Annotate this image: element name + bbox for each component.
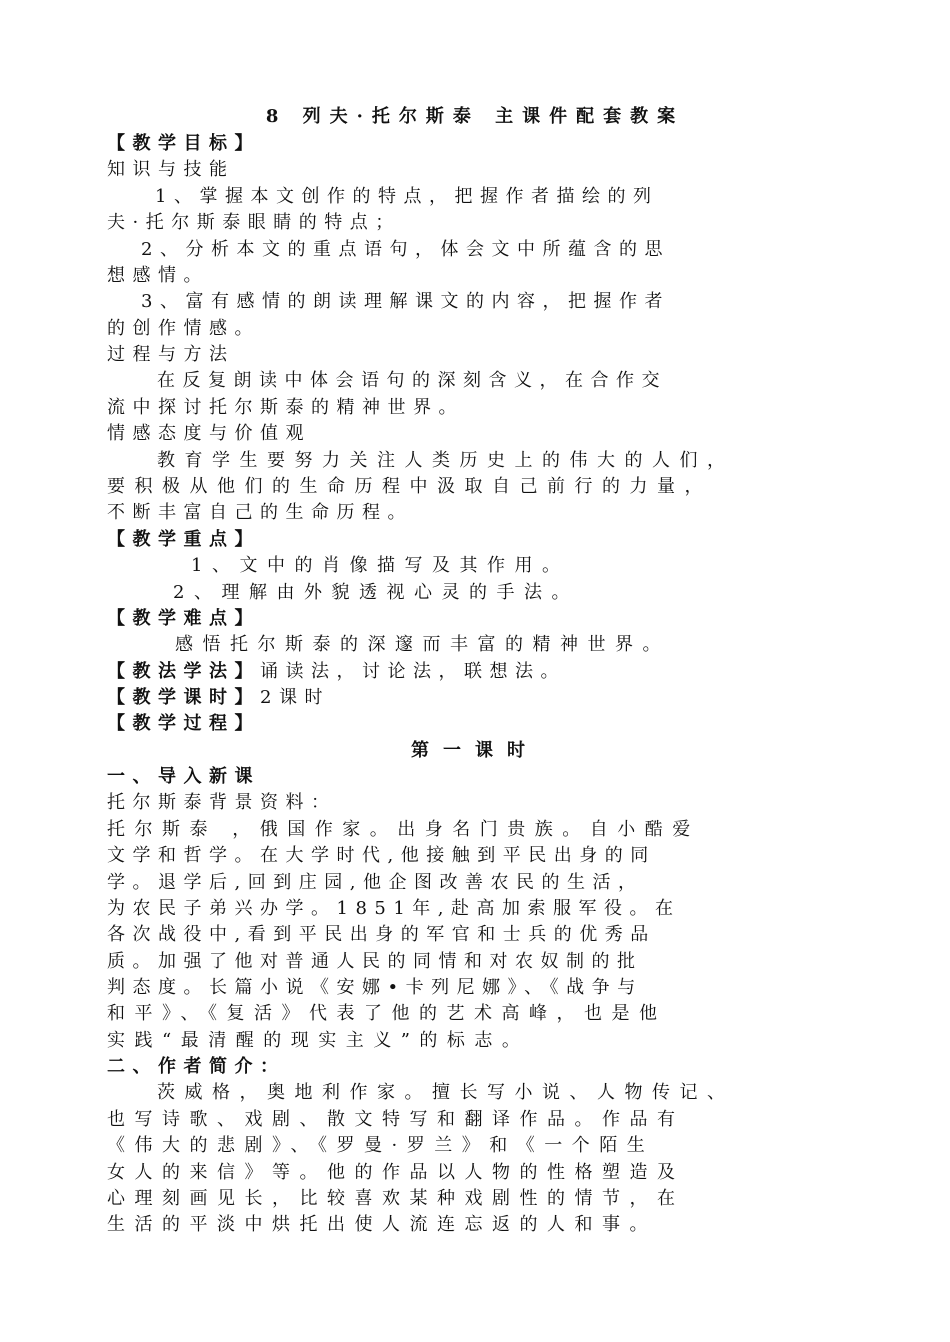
section-1-subheading: 托尔斯泰背景资料：: [107, 792, 337, 813]
emotion-heading: 情感态度与价值观: [107, 423, 311, 444]
document-title: 8 列夫·托尔斯泰 主课件配套教案: [265, 106, 685, 127]
key-point-2: 2、理解由外貌透视心灵的手法。: [173, 582, 579, 603]
section-1-line-9: 实践“最清醒的现实主义”的标志。: [107, 1030, 530, 1051]
methods-heading: 【教法学法】: [107, 661, 260, 682]
difficulty-heading: 【教学难点】: [107, 608, 260, 629]
section-1-line-7: 判态度。长篇小说《安娜•卡列尼娜》、《战争与: [107, 977, 643, 998]
section-2-line-6: 生活的平淡中烘托出使人流连忘返的人和事。: [107, 1214, 657, 1235]
knowledge-item-3b: 的创作情感。: [107, 318, 260, 339]
knowledge-item-2b: 想感情。: [107, 265, 209, 286]
section-1-line-6: 质。加强了他对普通人民的同情和对农奴制的批: [107, 951, 643, 972]
process-heading: 过程与方法: [107, 344, 235, 365]
knowledge-item-3a: 3、富有感情的朗读理解课文的内容，把握作者: [141, 291, 670, 312]
hours-text: 2课时: [260, 687, 330, 708]
methods-text: 诵读法，讨论法，联想法。: [260, 661, 566, 682]
difficulty-text: 感悟托尔斯泰的深邃而丰富的精神世界。: [175, 634, 670, 655]
knowledge-item-2a: 2、分析本文的重点语句，体会文中所蕴含的思: [141, 239, 670, 260]
section-1-line-4: 为农民子弟兴办学。1851年,赴高加索服军役。在: [107, 898, 681, 919]
section-2-heading: 二、作者简介：: [107, 1056, 286, 1077]
hours-heading: 【教学课时】: [107, 687, 260, 708]
procedure-heading: 【教学过程】: [107, 713, 260, 734]
section-1-line-3: 学。退学后,回到庄园,他企图改善农民的生活，: [107, 872, 644, 893]
knowledge-heading: 知识与技能: [107, 159, 235, 180]
section-2-line-3: 《伟大的悲剧》、《罗曼·罗兰》和《一个陌生: [107, 1135, 655, 1156]
emotion-text-b: 要积极从他们的生命历程中汲取自己前行的力量，: [107, 476, 712, 497]
key-points-heading: 【教学重点】: [107, 529, 260, 550]
emotion-text-a: 教育学生要努力关注人类历史上的伟大的人们，: [157, 450, 735, 471]
emotion-text-c: 不断丰富自己的生命历程。: [107, 502, 413, 523]
section-1-line-5: 各次战役中,看到平民出身的军官和士兵的优秀品: [107, 924, 656, 945]
section-1-line-8: 和平》、《复活》代表了他的艺术高峰，也是他: [107, 1003, 667, 1024]
lesson-title: 第一课时: [411, 740, 539, 761]
section-2-line-1: 茨威格，奥地利作家。擅长写小说、人物传记、: [157, 1082, 735, 1103]
section-1-line-2: 文学和哲学。在大学时代,他接触到平民出身的同: [107, 845, 656, 866]
objectives-heading: 【教学目标】: [107, 133, 260, 154]
section-2-line-5: 心理刻画见长，比较喜欢某种戏剧性的情节，在: [107, 1188, 685, 1209]
process-text-a: 在反复朗读中体会语句的深刻含义，在合作交: [157, 370, 667, 391]
section-2-line-4: 女人的来信》等。他的作品以人物的性格塑造及: [107, 1162, 685, 1183]
key-point-1: 1、文中的肖像描写及其作用。: [191, 555, 570, 576]
process-text-b: 流中探讨托尔斯泰的精神世界。: [107, 397, 464, 418]
methods-row: [107, 659, 837, 685]
section-2-line-2: 也写诗歌、戏剧、散文特写和翻译作品。作品有: [107, 1109, 685, 1130]
hours-row: [107, 685, 837, 711]
section-1-heading: 一、导入新课: [107, 766, 260, 787]
section-1-line-1: 托尔斯泰 ，俄国作家。出身名门贵族。自小酷爱: [107, 819, 700, 840]
knowledge-item-1b: 夫·托尔斯泰眼睛的特点；: [107, 212, 401, 233]
knowledge-item-1a: 1、掌握本文创作的特点，把握作者描绘的列: [155, 186, 659, 207]
